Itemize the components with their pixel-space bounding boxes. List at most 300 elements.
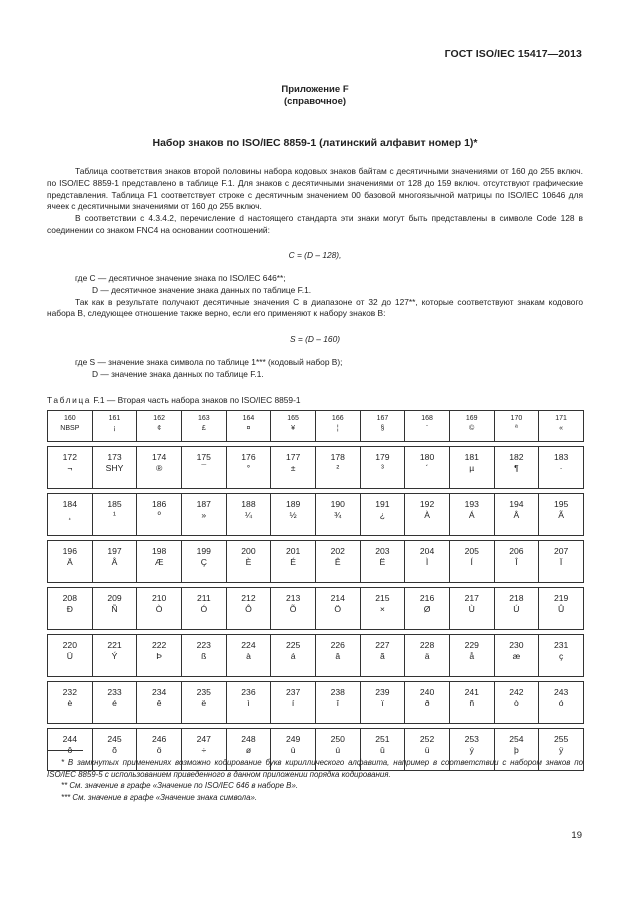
char-code: 201: [285, 546, 301, 556]
char-cell: [449, 411, 494, 442]
char-code: 183: [553, 452, 569, 462]
char-cell: [181, 411, 226, 442]
char-cell: [181, 447, 226, 489]
char-code: 220: [62, 640, 77, 650]
char-glyph: ¯: [201, 462, 207, 473]
char-code: 184: [62, 499, 77, 509]
char-glyph: ß: [201, 650, 207, 661]
char-glyph: Û: [558, 603, 565, 614]
char-code: 169: [465, 415, 478, 422]
char-cell: [271, 411, 316, 442]
char-glyph: í: [291, 697, 295, 708]
char-code: 241: [464, 687, 479, 697]
footnote: *** См. значение в графе «Значение знака символа».: [61, 792, 258, 802]
char-glyph: Ð: [66, 603, 73, 614]
char-glyph: Á: [468, 509, 475, 520]
char-code: 216: [419, 593, 435, 603]
char-cell: [48, 447, 93, 489]
char-cell: [405, 588, 450, 630]
char-code: 227: [375, 640, 390, 650]
char-glyph: °: [246, 462, 251, 473]
char-glyph: £: [201, 425, 206, 432]
char-glyph: Ò: [155, 603, 163, 614]
char-glyph: ð: [424, 697, 430, 708]
char-glyph: ö: [156, 744, 162, 755]
char-glyph: ï: [381, 697, 384, 708]
char-glyph: ÿ: [558, 744, 564, 755]
char-cell: [449, 588, 494, 630]
char-code: 254: [509, 734, 524, 744]
char-glyph: »: [201, 509, 207, 520]
char-code: 204: [419, 546, 435, 556]
char-glyph: Ç: [200, 556, 207, 567]
char-code: 202: [330, 546, 345, 556]
paragraph: В соответствии с 4.3.4.2, перечисление d настоящего стандарта эти знаки могут быть представлены в символе Code 128 в соединении со знаком FNC4 на основании соотношений:: [47, 213, 583, 235]
table-row: [48, 447, 584, 489]
char-glyph: Ä: [66, 556, 73, 567]
char-cell: [48, 494, 93, 536]
char-code: 218: [509, 593, 524, 603]
char-glyph: Í: [470, 556, 473, 567]
char-cell: [539, 588, 584, 630]
char-code: 215: [375, 593, 390, 603]
char-code: 186: [151, 499, 167, 509]
char-glyph: ô: [67, 744, 73, 755]
char-code: 187: [196, 499, 211, 509]
char-cell: [405, 635, 450, 677]
char-cell: [181, 494, 226, 536]
char-glyph: ¤: [246, 425, 251, 432]
char-cell: [405, 447, 450, 489]
char-cell: [315, 411, 360, 442]
char-glyph: ë: [201, 697, 207, 708]
char-code: 180: [419, 452, 435, 462]
char-code: 207: [553, 546, 569, 556]
char-glyph: Å: [111, 556, 118, 567]
char-glyph: ì: [247, 697, 250, 708]
paragraph: Таблица соответствия знаков второй половины набора кодовых знаков байтам с десятичными значениями от 160 до 255 включ. по ISO/IEC 8859-1 представлено в таблице F.1. Для знаков с десятичными значениями от 128 до 159 включ. отсутствуют графические представления. Таблица F1 соответствует строке с десятичным значением 00 базовой многоязычной матрицы по ISO/IEC 10646 для ячеек с десятичными значениями от 160 до 255 включ.: [47, 166, 583, 212]
char-code: 246: [151, 734, 167, 744]
char-code: 173: [107, 452, 122, 462]
char-cell: [271, 447, 316, 489]
char-cell: [494, 588, 539, 630]
char-cell: [360, 494, 405, 536]
char-cell: [92, 541, 137, 583]
char-glyph: Ú: [513, 603, 520, 614]
char-cell: [271, 494, 316, 536]
char-code: 199: [196, 546, 211, 556]
char-cell: [449, 682, 494, 724]
char-cell: [360, 635, 405, 677]
char-code: 211: [196, 593, 211, 603]
char-cell: [226, 635, 271, 677]
definition: где C — десятичное значение знака по ISO/IEC 646**;: [75, 273, 286, 283]
annex-title: Приложение F: [281, 84, 349, 95]
char-glyph: Ö: [334, 603, 342, 614]
table-row: [48, 682, 584, 724]
char-glyph: Â: [513, 509, 520, 520]
char-code: 189: [285, 499, 301, 509]
char-glyph: ú: [335, 744, 341, 755]
char-code: 248: [241, 734, 256, 744]
char-glyph: û: [380, 744, 385, 755]
char-cell: [405, 682, 450, 724]
char-cell: [449, 635, 494, 677]
char-glyph: å: [469, 650, 475, 661]
char-code: 181: [464, 452, 479, 462]
char-cell: [405, 494, 450, 536]
char-code: 231: [553, 640, 569, 650]
char-cell: [92, 411, 137, 442]
char-glyph: ¹: [113, 509, 116, 520]
table-row: [48, 541, 584, 583]
char-code: 171: [555, 415, 567, 422]
char-cell: [92, 682, 137, 724]
char-code: 178: [330, 452, 345, 462]
charset-table: [47, 410, 584, 771]
char-code: 205: [464, 546, 479, 556]
char-glyph: Ê: [334, 556, 341, 567]
char-glyph: ®: [155, 462, 163, 473]
char-code: 162: [153, 415, 165, 422]
definitions-block: [47, 357, 583, 381]
char-cell: [315, 588, 360, 630]
char-glyph: ¾: [334, 509, 342, 520]
char-cell: [360, 447, 405, 489]
char-cell: [315, 541, 360, 583]
char-cell: [494, 494, 539, 536]
char-code: 228: [419, 640, 435, 650]
char-code: 224: [241, 640, 256, 650]
char-glyph: É: [290, 556, 296, 567]
char-glyph: ¢: [157, 425, 162, 432]
char-glyph: Ù: [468, 603, 475, 614]
char-cell: [539, 494, 584, 536]
char-cell: [360, 588, 405, 630]
char-cell: [494, 635, 539, 677]
char-cell: [539, 447, 584, 489]
char-glyph: ÷: [201, 744, 207, 755]
char-glyph: á: [290, 650, 296, 661]
char-glyph: ê: [156, 697, 162, 708]
char-code: 240: [419, 687, 435, 697]
char-cell: [494, 541, 539, 583]
char-code: 208: [62, 593, 77, 603]
char-glyph: Þ: [156, 650, 162, 661]
char-glyph: ó: [558, 697, 564, 708]
char-cell: [494, 411, 539, 442]
char-code: 168: [421, 415, 433, 422]
char-cell: [137, 682, 182, 724]
char-code: 197: [107, 546, 122, 556]
char-code: 251: [375, 734, 390, 744]
char-cell: [315, 494, 360, 536]
table-row: [48, 588, 584, 630]
char-glyph: ·: [559, 462, 563, 473]
char-glyph: ½: [289, 509, 297, 520]
char-glyph: Î: [515, 556, 518, 567]
char-glyph: à: [246, 650, 251, 661]
char-code: 212: [241, 593, 256, 603]
char-cell: [539, 541, 584, 583]
char-glyph: þ: [514, 744, 519, 755]
char-glyph: ¡: [113, 425, 116, 432]
char-glyph: ¨: [425, 425, 429, 432]
char-code: 163: [197, 415, 210, 422]
char-cell: [92, 635, 137, 677]
char-glyph: ²: [336, 462, 340, 473]
char-glyph: ©: [469, 425, 475, 432]
char-cell: [48, 682, 93, 724]
char-code: 210: [151, 593, 167, 603]
char-glyph: æ: [512, 650, 521, 661]
char-glyph: ç: [558, 650, 564, 661]
intro-text: [47, 166, 583, 237]
char-code: 177: [285, 452, 301, 462]
char-glyph: È: [245, 556, 252, 567]
char-cell: [360, 682, 405, 724]
char-cell: [137, 588, 182, 630]
char-cell: [226, 494, 271, 536]
char-glyph: Ï: [559, 556, 563, 567]
char-cell: [48, 588, 93, 630]
char-code: 193: [464, 499, 479, 509]
char-glyph: ü: [424, 744, 430, 755]
char-code: 190: [330, 499, 345, 509]
char-code: 255: [553, 734, 569, 744]
char-cell: [405, 541, 450, 583]
char-cell: [137, 635, 182, 677]
char-code: 164: [242, 415, 255, 422]
char-code: 230: [509, 640, 524, 650]
char-cell: [315, 635, 360, 677]
page-number: 19: [571, 830, 582, 841]
table-caption: [47, 395, 301, 405]
char-code: 243: [553, 687, 569, 697]
char-cell: [181, 541, 226, 583]
definition: D — значение знака данных по таблице F.1.: [92, 368, 264, 379]
char-code: 247: [196, 734, 211, 744]
char-code: 167: [376, 415, 389, 422]
section-title: Набор знаков по ISO/IEC 8859-1 (латинский алфавит номер 1)*: [152, 137, 478, 149]
annex-heading: [0, 84, 630, 108]
char-cell: [405, 411, 450, 442]
char-cell: [226, 588, 271, 630]
char-code: 179: [375, 452, 390, 462]
char-code: 191: [375, 499, 390, 509]
char-code: 175: [196, 452, 211, 462]
char-code: 172: [62, 452, 77, 462]
char-glyph: Ô: [245, 603, 252, 614]
char-glyph: ¦: [336, 425, 339, 432]
charset-table-body: [48, 411, 584, 771]
char-cell: [226, 682, 271, 724]
char-code: 206: [509, 546, 524, 556]
char-glyph: ´: [425, 462, 429, 473]
char-code: 245: [107, 734, 122, 744]
char-cell: [48, 541, 93, 583]
char-cell: [181, 682, 226, 724]
table-caption-text: F.1 — Вторая часть набора знаков по ISO/IEC 8859-1: [93, 395, 301, 405]
footnotes: [47, 757, 583, 803]
char-glyph: º: [157, 509, 161, 520]
formula: C = (D – 128),: [288, 250, 342, 260]
char-glyph: ¼: [244, 509, 253, 520]
char-code: 174: [151, 452, 167, 462]
char-code: 196: [62, 546, 77, 556]
char-glyph: é: [112, 697, 117, 708]
char-code: 225: [285, 640, 301, 650]
char-glyph: ¶: [514, 462, 519, 473]
char-cell: [449, 494, 494, 536]
char-code: 161: [108, 415, 121, 422]
char-code: 195: [553, 499, 569, 509]
char-glyph: ×: [379, 603, 385, 614]
char-code: 160: [63, 415, 76, 422]
char-glyph: ª: [515, 425, 518, 432]
char-cell: [449, 447, 494, 489]
char-cell: [539, 635, 584, 677]
char-glyph: À: [424, 509, 430, 520]
char-code: 198: [151, 546, 167, 556]
char-glyph: î: [336, 697, 339, 708]
char-glyph: Ü: [66, 650, 73, 661]
char-code: 233: [107, 687, 122, 697]
char-cell: [271, 635, 316, 677]
char-glyph: «: [559, 425, 564, 432]
char-cell: [539, 682, 584, 724]
char-code: 253: [464, 734, 479, 744]
footnote-separator: [47, 750, 83, 751]
char-glyph: ò: [514, 697, 519, 708]
char-cell: [226, 411, 271, 442]
formula: S = (D – 160): [289, 334, 341, 344]
definitions-block: [47, 273, 583, 320]
char-cell: [226, 447, 271, 489]
char-cell: [360, 541, 405, 583]
char-code: 238: [330, 687, 345, 697]
char-code: 249: [285, 734, 301, 744]
char-cell: [315, 682, 360, 724]
footnote: ** См. значение в графе «Значение по ISO/IEC 646 в наборе B».: [61, 781, 299, 790]
char-code: 234: [151, 687, 167, 697]
char-code: 236: [241, 687, 256, 697]
char-code: 200: [241, 546, 256, 556]
char-glyph: õ: [112, 744, 117, 755]
char-code: 185: [107, 499, 122, 509]
definition: где S — значение знака символа по таблице 1*** (кодовый набор B);: [75, 357, 343, 367]
char-glyph: Ý: [111, 650, 118, 661]
char-glyph: ý: [469, 744, 474, 755]
definition: D — десятичное значение знака данных по таблице F.1.: [92, 284, 312, 295]
char-glyph: Ã: [558, 509, 564, 520]
paragraph: Так как в результате получают десятичные значения C в диапазоне от 32 до 127**, которые соответствуют знакам кодового набора B, следующее отношение также верно, если его применяют к набору знаков B:: [47, 296, 583, 319]
char-cell: [271, 541, 316, 583]
char-code: 166: [331, 415, 344, 422]
table-caption-label: Таблица: [47, 395, 92, 405]
char-code: 226: [330, 640, 345, 650]
annex-subtitle: (справочное): [283, 96, 347, 107]
char-glyph: Õ: [289, 603, 297, 614]
char-glyph: Ó: [200, 603, 208, 614]
char-cell: [271, 588, 316, 630]
char-code: 203: [375, 546, 390, 556]
char-glyph: Ë: [379, 556, 386, 567]
char-cell: [92, 588, 137, 630]
char-cell: [137, 494, 182, 536]
char-cell: [494, 447, 539, 489]
char-cell: [181, 588, 226, 630]
char-cell: [137, 541, 182, 583]
char-code: 221: [107, 640, 122, 650]
char-glyph: Ì: [425, 556, 429, 567]
char-code: 214: [330, 593, 345, 603]
char-code: 252: [419, 734, 435, 744]
table-row: [48, 411, 584, 442]
char-glyph: Æ: [154, 556, 164, 567]
char-cell: [48, 411, 93, 442]
char-code: 213: [285, 593, 301, 603]
document-code: ГОСТ ISO/IEC 15417—2013: [444, 48, 582, 60]
char-code: 223: [196, 640, 211, 650]
char-cell: [494, 682, 539, 724]
char-glyph: ¬: [67, 462, 73, 473]
char-cell: [360, 411, 405, 442]
char-glyph: ¿: [379, 509, 386, 520]
char-code: 192: [419, 499, 435, 509]
char-code: 219: [553, 593, 569, 603]
char-cell: [315, 447, 360, 489]
char-cell: [181, 635, 226, 677]
char-glyph: ã: [380, 650, 385, 661]
char-glyph: ³: [380, 462, 384, 473]
char-glyph: §: [380, 425, 385, 432]
char-code: 250: [330, 734, 345, 744]
char-glyph: SHY: [105, 462, 124, 473]
char-cell: [226, 541, 271, 583]
footnote: * В замкнутых применениях возможно кодирование букв кириллического алфавита, например в соответствии с набором знаков по ISO/IEC 8859-5 с использованием приведенного в данном приложении порядка кодирования.: [47, 758, 583, 779]
char-code: 235: [196, 687, 211, 697]
char-cell: [137, 447, 182, 489]
char-glyph: Ñ: [111, 603, 118, 614]
char-code: 222: [151, 640, 167, 650]
char-code: 165: [287, 415, 299, 422]
char-glyph: Ø: [423, 603, 431, 614]
char-code: 176: [241, 452, 256, 462]
char-code: 237: [285, 687, 301, 697]
char-glyph: ä: [424, 650, 430, 661]
char-cell: [271, 682, 316, 724]
char-glyph: â: [335, 650, 341, 661]
char-glyph: ¸: [68, 509, 72, 520]
char-glyph: ñ: [469, 697, 475, 708]
char-cell: [48, 635, 93, 677]
char-code: 170: [510, 415, 523, 422]
char-glyph: ±: [290, 462, 296, 473]
char-glyph: è: [67, 697, 73, 708]
char-glyph: NBSP: [60, 425, 80, 432]
char-code: 194: [509, 499, 524, 509]
table-row: [48, 494, 584, 536]
char-code: 242: [509, 687, 524, 697]
char-cell: [539, 411, 584, 442]
char-glyph: µ: [469, 462, 475, 473]
char-code: 229: [464, 640, 479, 650]
char-code: 244: [62, 734, 77, 744]
char-code: 209: [107, 593, 122, 603]
char-code: 217: [464, 593, 479, 603]
char-code: 239: [375, 687, 390, 697]
